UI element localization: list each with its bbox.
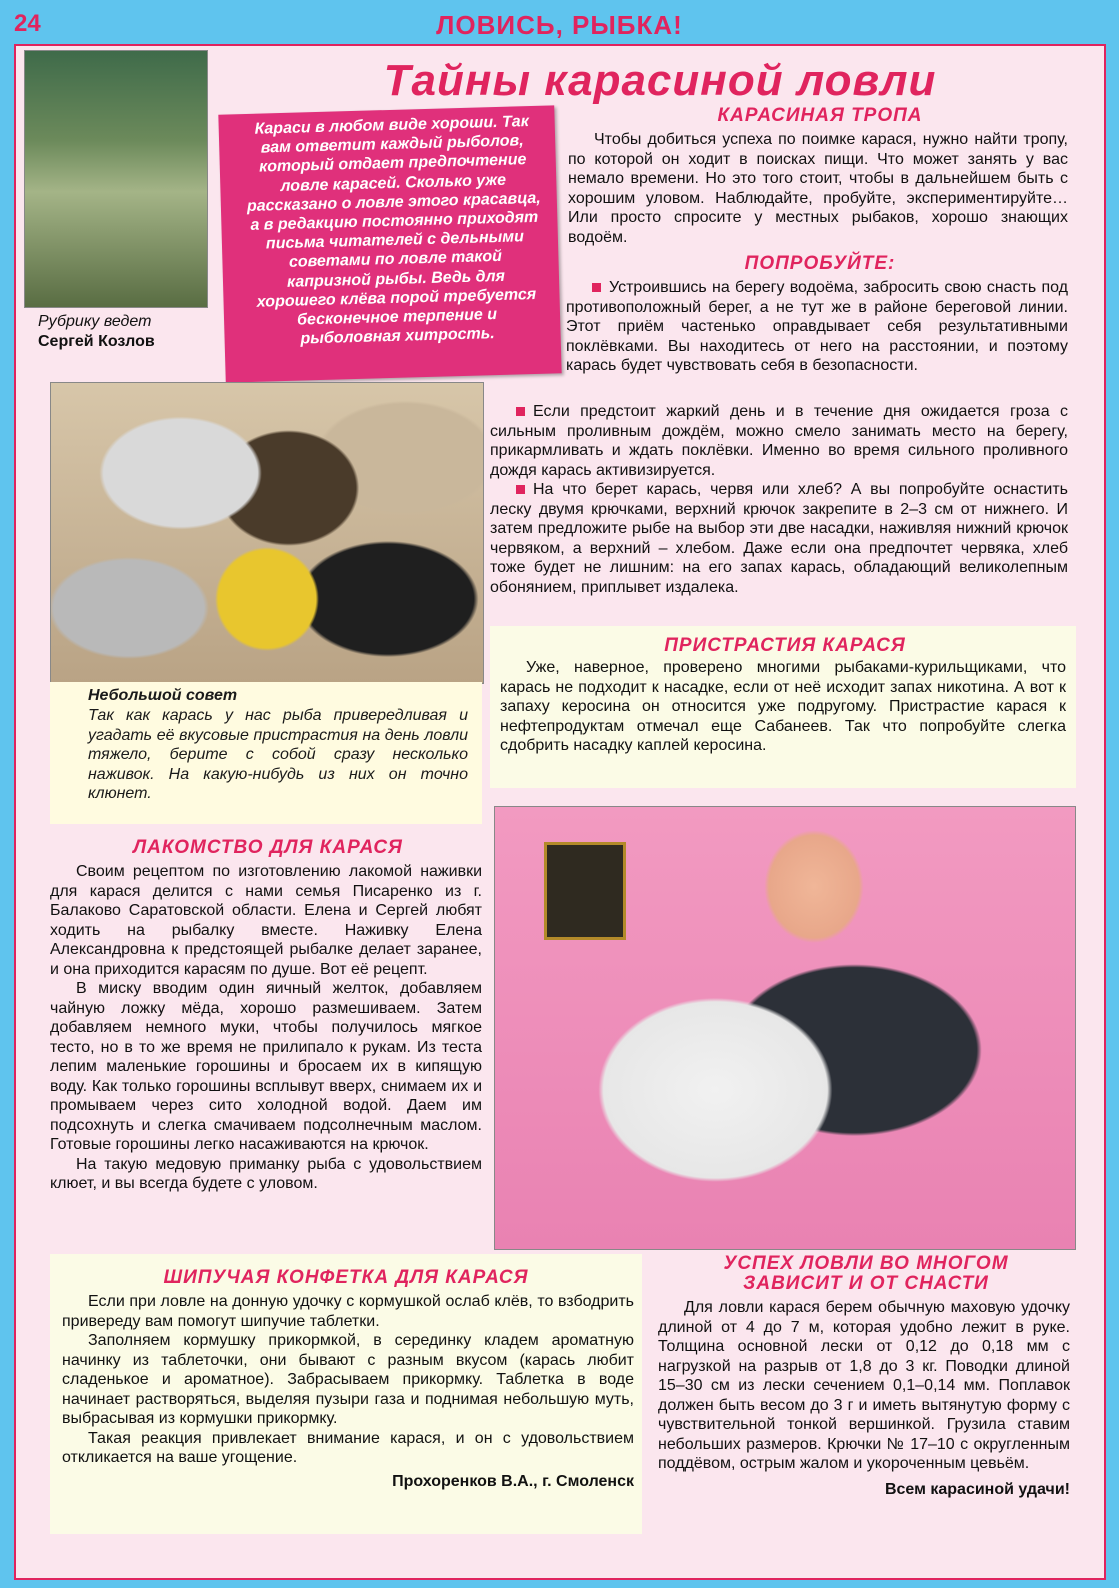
addiction-paragraph: Уже, наверное, проверено многими рыбаками-курильщиками, что карась не подходит к насадке, если от неё исходит запах никотина. А вот к запаху керосина он относится уже подругому. Пристрастие карася к нефтепродуктам отмечал еще Сабанеев. Так что попробуйте слегка сдобрить насадку каплей керосина. xyxy=(500,659,1066,754)
fizzy-heading: ШИПУЧАЯ КОНФЕТКА ДЛЯ КАРАСЯ xyxy=(163,1267,529,1288)
tackle-text xyxy=(658,1298,1070,1499)
treat-paragraph: В миску вводим один яичный желток, добавляем чайную ложку мёда, хорошо размешиваем. Затем добавляем немного муки, чтобы получилось мягкое тесто, но в то же время не прилипало к рукам. Из теста лепим маленькие горошины и бросаем их в кипящую воду. Как только горошины всплывут вверх, снимаем их и промываем через сито холодной водой. Даем им подсохнуть и слегка смачиваем подсолнечным маслом. Готовые горошины легко насаживаются на крючок. xyxy=(50,980,482,1153)
fizzy-paragraph: Заполняем кормушку прикормкой, в серединку кладем ароматную начинку из таблеточки, они бывают с разным вкусом (карась любит сладенькое и ароматное). Забрасываем прикормку. Таблетка в воде начинает растворяться, выделяя пузыри газа и поднимая небольшую муть, выбрасывая из кормушки прикормку. xyxy=(62,1332,634,1427)
treat-text xyxy=(50,862,482,1194)
try-item-1 xyxy=(566,278,1068,376)
bullet-icon xyxy=(516,407,525,416)
lead-box: Караси в любом виде хороши. Так вам ответит каждый рыболов, который отдает предпочтение ловле карасей. Сколько уже рассказано о ловле этого красавца, а в редакцию постоянно приходят письма читателей с дельными советами по ловле такой капризной рыбы. Ведь для хорошего клёва порой требуется бесконечное терпение и рыболовная хитрость. xyxy=(218,105,561,382)
try-item-1-text: Устроившись на берегу водоёма, забросить свою снасть под противоположный берег, а не тут же в районе береговой линии. Этот приём частенько оправдывает себя результативными поклёвками. Вы находитесь от него на расстоянии, и поэтому карась будет чувствовать себя в безопасности. xyxy=(566,279,1068,374)
treat-paragraph: На такую медовую приманку рыба с удовольствием клюет, и вы всегда будете с уловом. xyxy=(50,1155,482,1192)
author-photo xyxy=(24,50,208,308)
trail-text xyxy=(568,130,1068,247)
try-item-2-text: Если предстоит жаркий день и в течение дня ожидается гроза с сильным проливным дождём, можно смело занимать место на берегу, прикармливать и ждать поклёвки. Именно во время сильного проливного дождя карась активизируется. xyxy=(490,403,1068,479)
treat-paragraph: Своим рецептом по изготовлению лакомой наживки для карася делится с нами семья Писаренко из г. Балаково Саратовской области. Елена и Сергей любят ходить на рыбалку вместе. Наживку Елена Александровна к предстоящей рыбалке делает заранее, и она приходится карасям по душе. Вот её рецепт. xyxy=(50,863,482,978)
treat-heading: ЛАКОМСТВО ДЛЯ КАРАСЯ xyxy=(133,837,403,858)
try-item-2 xyxy=(490,402,1068,480)
bullet-icon xyxy=(516,485,525,494)
tackle-paragraph: Для ловли карася берем обычную маховую удочку длиной от 4 до 7 м, которая удобно лежит в руке. Толщина основной лески от 0,12 до 0,18 мм с нагрузкой на разрыв от 1,8 до 3 кг. Поводки длиной 15–30 см из лески сечением 0,1–0,14 мм. Поплавок должен быть весом до 3 г и иметь вытянутую форму с чувствительной тонкой вершинкой. Грузила ставим небольших размеров. Крючки № 17–10 с округленным поддёвом, острым жалом и укороченным цевьём. xyxy=(658,1299,1070,1472)
advice-heading: Небольшой совет xyxy=(88,687,238,704)
trail-heading: КАРАСИНАЯ ТРОПА xyxy=(717,105,923,126)
wall-picture xyxy=(544,842,626,940)
trail-paragraph: Чтобы добиться успеха по поимке карася, нужно найти тропу, по которой он ходит в поисках пищи. Что может занять у вас немало времени. Но это того стоит, чтобы в дальнейшем быть с хорошим уловом. Наблюдайте, пробуйте, экспериментируйте… Или просто спросите у местных рыбаков, хорошо знающих водоём. xyxy=(568,131,1068,246)
try-item-3-text: На что берет карась, червя или хлеб? А вы попробуйте оснастить леску двумя крючками, верхний крючок закрепите в 2–3 см от нижнего. И затем предложите рыбе на выбор эти две насадки, наживляя нижний крючок червяком, а верхний – хлебом. Даже если она предпочтет червяка, хлеб тоже будет не лишним: на его запах карась, обладающий великолепным обонянием, приплывет издалека. xyxy=(490,481,1068,596)
advice-text: Так как карась у нас рыба привередливая и угадать её вкусовые пристрастия на день ловли тяжело, берите с собой сразу несколько наживок. На какую-нибудь из них он точно клюнет. xyxy=(88,707,468,802)
author-name: Сергей Козлов xyxy=(38,333,155,350)
page-number: 24 xyxy=(14,10,41,37)
bait-bowls-photo xyxy=(50,382,484,684)
fizzy-text xyxy=(62,1292,634,1491)
advice-box xyxy=(50,682,482,824)
tackle-heading-line2: ЗАВИСИТ И ОТ СНАСТИ xyxy=(743,1273,989,1294)
closing-line: Всем карасиной удачи! xyxy=(884,1480,1070,1498)
rubric-title: ЛОВИСЬ, РЫБКА! xyxy=(436,10,683,40)
try-heading: ПОПРОБУЙТЕ: xyxy=(744,253,896,274)
tackle-heading xyxy=(656,1254,1076,1294)
try-item-3 xyxy=(490,480,1068,597)
fizzy-signature: Прохоренков В.А., г. Смоленск xyxy=(392,1472,634,1490)
fizzy-paragraph: Если при ловле на донную удочку с кормушкой ослаб клёв, то взбодрить привереду вам помогут шипучие таблетки. xyxy=(62,1293,634,1330)
article-title: Тайны карасиной ловли xyxy=(383,56,937,105)
addiction-heading: ПРИСТРАСТИЯ КАРАСЯ xyxy=(664,635,906,656)
tackle-heading-line1: УСПЕХ ЛОВЛИ ВО МНОГОМ xyxy=(723,1253,1009,1274)
addiction-text xyxy=(500,658,1066,756)
author-caption-label: Рубрику ведет xyxy=(38,313,152,330)
bullet-icon xyxy=(592,283,601,292)
author-caption xyxy=(38,312,155,352)
fizzy-paragraph: Такая реакция привлекает внимание карася, и он с удовольствием откликается на ваше угощение. xyxy=(62,1429,634,1466)
